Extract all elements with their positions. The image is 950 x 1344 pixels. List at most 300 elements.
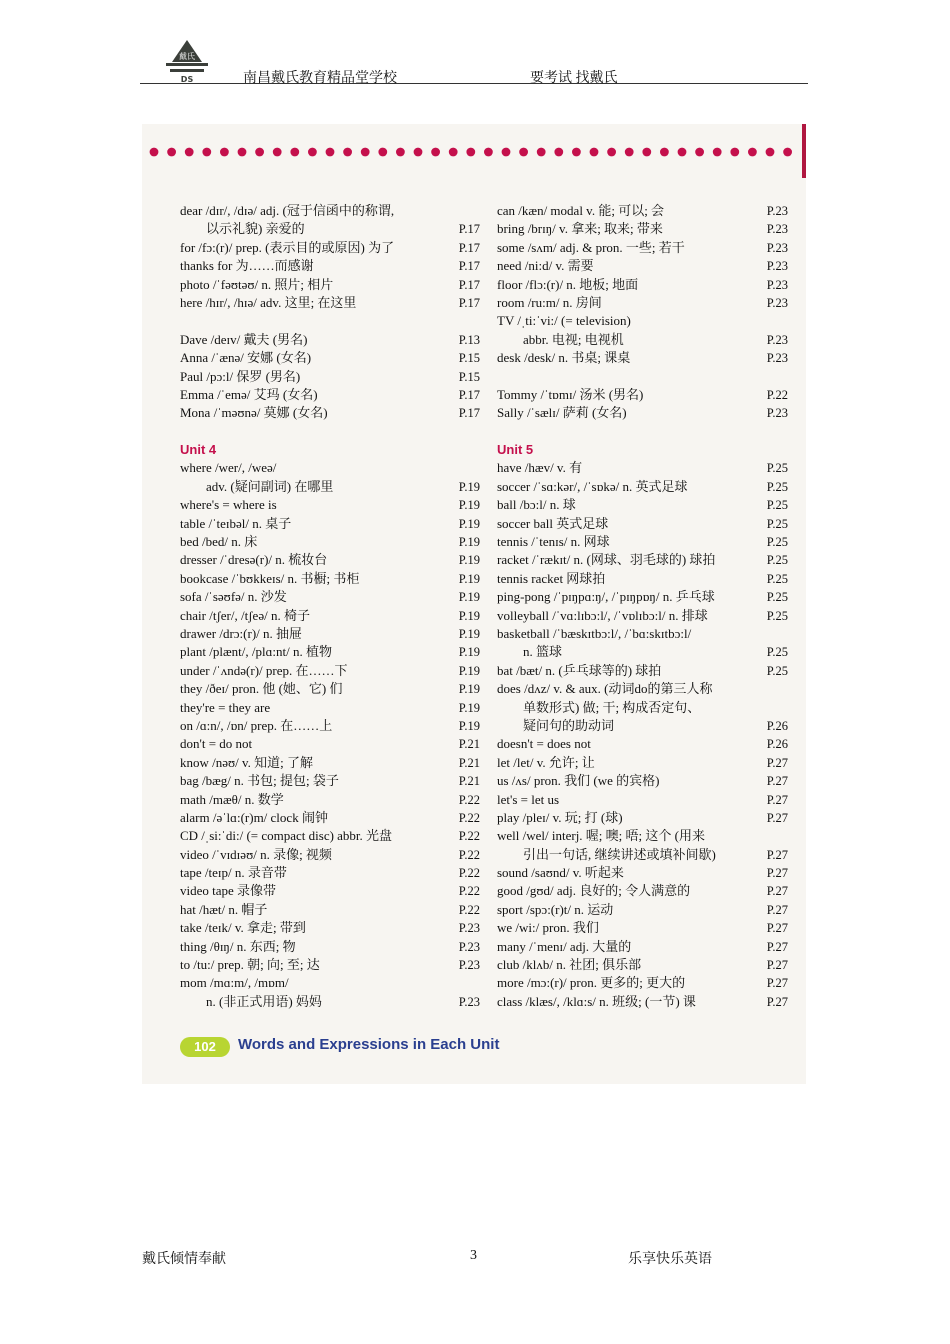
- entry-page: P.23: [766, 351, 788, 366]
- entry-page: P.13: [458, 332, 480, 347]
- decorative-dot: [695, 148, 704, 157]
- entry-text: Mona /ˈməʊnə/ 莫娜 (女名): [180, 405, 328, 421]
- entry-page: P.21: [458, 774, 480, 789]
- entry-text: doesn't = does not: [497, 736, 591, 752]
- entry-page: P.23: [458, 921, 480, 936]
- entry-page: P.27: [766, 755, 788, 770]
- page-number: 3: [470, 1248, 477, 1263]
- entry-page: P.19: [458, 590, 480, 605]
- entry-text: where's = where is: [180, 497, 277, 513]
- entry-text: some /sʌm/ adj. & pron. 一些; 若干: [497, 239, 685, 255]
- entry-page: P.21: [458, 737, 480, 752]
- entry-page: P.25: [766, 608, 788, 623]
- entry-text: to /tu:/ prep. 朝; 向; 至; 达: [180, 957, 320, 973]
- entry-page: P.19: [458, 516, 480, 531]
- vocab-entry: [180, 662, 480, 680]
- vocab-entry: [497, 956, 788, 974]
- school-logo: [162, 38, 212, 84]
- entry-text: does /dʌz/ v. & aux. (动词do的第三人称: [497, 681, 713, 697]
- entry-page: P.19: [458, 626, 480, 641]
- entry-text: play /pleɪ/ v. 玩; 打 (球): [497, 809, 623, 825]
- entry-text: room /ru:m/ n. 房间: [497, 294, 602, 310]
- vocab-entry: [497, 312, 788, 330]
- entry-page: P.27: [766, 958, 788, 973]
- entry-text: bat /bæt/ n. (乒乓球等的) 球拍: [497, 662, 662, 678]
- vocab-entry: [180, 846, 480, 864]
- textbook-scan: [142, 124, 806, 1084]
- entry-page: P.27: [766, 847, 788, 862]
- entry-page: P.23: [458, 958, 480, 973]
- header-rule: [140, 83, 808, 84]
- entry-text: thanks for 为……而感谢: [180, 258, 314, 274]
- entry-text: Unit 5: [497, 442, 534, 458]
- entry-text: TV /ˌti:ˈvi:/ (= television): [497, 313, 631, 329]
- vocab-entry: [497, 643, 788, 661]
- entry-text: thing /θɪŋ/ n. 东西; 物: [180, 938, 296, 954]
- entry-page: P.21: [458, 755, 480, 770]
- right-column: [497, 202, 788, 1011]
- vocab-entry: [180, 717, 480, 735]
- decorative-dot: [783, 148, 792, 157]
- entry-page: P.25: [766, 535, 788, 550]
- entry-text: video tape 录像带: [180, 883, 277, 899]
- vocab-entry: [180, 809, 480, 827]
- entry-text: abbr. 电视; 电视机: [523, 331, 624, 347]
- entry-page: P.25: [766, 479, 788, 494]
- entry-page: P.22: [458, 810, 480, 825]
- entry-page: P.22: [458, 829, 480, 844]
- decorative-dot: [396, 148, 405, 157]
- decorative-dot: [167, 148, 176, 157]
- entry-text: have /hæv/ v. 有: [497, 460, 583, 476]
- vocab-entry: [180, 956, 480, 974]
- decorative-dot: [238, 148, 247, 157]
- entry-page: P.27: [766, 921, 788, 936]
- vocab-entry: [497, 974, 788, 992]
- entry-page: P.17: [458, 387, 480, 402]
- decorative-dot: [607, 148, 616, 157]
- entry-text: CD /ˌsi:ˈdi:/ (= compact disc) abbr. 光盘: [180, 828, 393, 844]
- entry-text: where /wer/, /weə/: [180, 460, 277, 476]
- entry-text: table /ˈteɪbəl/ n. 桌子: [180, 515, 292, 531]
- vocab-entry: [180, 533, 480, 551]
- vocab-entry: [180, 202, 480, 220]
- entry-text: Tommy /ˈtɒmɪ/ 汤米 (男名): [497, 386, 644, 402]
- entry-text: they /ðeɪ/ pron. 他 (她、它) 们: [180, 681, 343, 697]
- vocab-entry: [497, 864, 788, 882]
- entry-page: P.25: [766, 645, 788, 660]
- entry-text: racket /ˈrækɪt/ n. (网球、羽毛球的) 球拍: [497, 552, 716, 568]
- vocab-entry: [180, 864, 480, 882]
- entry-text: photo /ˈfəʊtəʊ/ n. 照片; 相片: [180, 276, 334, 292]
- vocab-entry: [497, 496, 788, 514]
- entry-text: club /klʌb/ n. 社团; 俱乐部: [497, 957, 642, 973]
- decorative-dot: [484, 148, 493, 157]
- entry-text: let's = let us: [497, 791, 560, 807]
- entry-text: tennis /ˈtenɪs/ n. 网球: [497, 534, 610, 550]
- decorative-dot: [255, 148, 264, 157]
- vocab-entry: [180, 294, 480, 312]
- vocab-entry: [180, 772, 480, 790]
- entry-text: ball /bɔ:l/ n. 球: [497, 497, 576, 513]
- entry-text: video /ˈvɪdɪəʊ/ n. 录像; 视频: [180, 846, 332, 862]
- entry-page: P.25: [766, 461, 788, 476]
- entry-page: P.17: [458, 259, 480, 274]
- entry-page: P.25: [766, 571, 788, 586]
- decorative-dot: [308, 148, 317, 157]
- spacer: [497, 368, 788, 386]
- decorative-dot: [748, 148, 757, 157]
- entry-page: P.25: [766, 590, 788, 605]
- entry-text: dear /dɪr/, /dɪə/ adj. (冠于信函中的称谓,: [180, 203, 395, 218]
- entry-text: dresser /ˈdresə(r)/ n. 梳妆台: [180, 552, 328, 568]
- entry-text: 引出一句话, 继续讲述或填补间歇): [523, 846, 716, 862]
- entry-page: P.19: [458, 682, 480, 697]
- entry-page: P.27: [766, 902, 788, 917]
- logo-text: 戴氏: [179, 52, 195, 61]
- decorative-dot: [466, 148, 475, 157]
- logo-sub: DS: [180, 75, 194, 84]
- spacer: [180, 423, 480, 441]
- entry-page: P.23: [766, 332, 788, 347]
- entry-text: well /wel/ interj. 喔; 噢; 唔; 这个 (用来: [497, 828, 705, 844]
- entry-text: good /gʊd/ adj. 良好的; 令人满意的: [497, 883, 691, 899]
- entry-text: math /mæθ/ n. 数学: [180, 791, 284, 807]
- entry-text: 以示礼貌) 亲爱的: [206, 221, 305, 237]
- vocab-entry: [497, 607, 788, 625]
- entry-page: P.22: [458, 792, 480, 807]
- vocab-entry: [497, 404, 788, 422]
- entry-page: P.15: [458, 369, 480, 384]
- entry-page: P.19: [458, 571, 480, 586]
- vocab-entry: [180, 551, 480, 569]
- entry-page: P.22: [458, 902, 480, 917]
- vocab-entry: [497, 680, 788, 698]
- entry-page: P.23: [766, 240, 788, 255]
- entry-page: P.22: [458, 866, 480, 881]
- vocab-entry: [180, 827, 480, 845]
- entry-text: for /fɔ:(r)/ prep. (表示目的或原因) 为了: [180, 239, 395, 255]
- vocab-entry: [180, 404, 480, 422]
- decorative-dot: [572, 148, 581, 157]
- entry-page: P.17: [458, 277, 480, 292]
- entry-text: we /wi:/ pron. 我们: [497, 920, 599, 936]
- entry-text: don't = do not: [180, 736, 253, 752]
- entry-page: P.27: [766, 994, 788, 1009]
- decorative-dot: [273, 148, 282, 157]
- vocab-entry: [180, 478, 480, 496]
- entry-page: P.23: [766, 295, 788, 310]
- entry-text: volleyball /ˈvɑ:lɪbɔ:l/, /ˈvɒlɪbɔ:l/ n. 排球: [497, 607, 708, 623]
- entry-page: P.23: [766, 406, 788, 421]
- vocab-entry: [497, 515, 788, 533]
- entry-text: more /mɔ:(r)/ pron. 更多的; 更大的: [497, 975, 686, 991]
- vocab-entry: [180, 680, 480, 698]
- entry-page: P.17: [458, 406, 480, 421]
- vocab-entry: [497, 570, 788, 588]
- vocab-entry: [497, 809, 788, 827]
- entry-page: P.26: [766, 718, 788, 733]
- decorative-dot: [431, 148, 440, 157]
- vocab-entry: [497, 257, 788, 275]
- vocab-entry: [180, 607, 480, 625]
- entry-text: drawer /drɔ:(r)/ n. 抽屉: [180, 625, 303, 641]
- entry-text: desk /desk/ n. 书桌; 课桌: [497, 350, 631, 366]
- vocab-entry: [497, 717, 788, 735]
- entry-text: need /ni:d/ v. 需要: [497, 258, 594, 274]
- entry-text: ping-pong /ˈpɪŋpɑ:ŋ/, /ˈpɪŋpɒŋ/ n. 乒乓球: [497, 589, 715, 605]
- vocab-entry: [180, 496, 480, 514]
- entry-page: P.26: [766, 737, 788, 752]
- entry-text: they're = they are: [180, 699, 271, 715]
- decorative-dot: [326, 148, 335, 157]
- entry-page: P.23: [766, 204, 788, 218]
- entry-text: under /ˈʌndə(r)/ prep. 在……下: [180, 662, 348, 678]
- vocab-entry: [180, 331, 480, 349]
- entry-text: bring /brɪŋ/ v. 拿来; 取来; 带来: [497, 221, 663, 237]
- decorative-dot: [730, 148, 739, 157]
- decorative-dot: [554, 148, 563, 157]
- vocab-entry: [497, 294, 788, 312]
- vocab-entry: [497, 735, 788, 753]
- entry-page: P.23: [458, 994, 480, 1009]
- vocab-entry: [180, 643, 480, 661]
- entry-text: floor /flɔ:(r)/ n. 地板; 地面: [497, 276, 639, 292]
- entry-page: P.25: [766, 663, 788, 678]
- decorative-dot: [766, 148, 775, 157]
- red-edge-mark: [802, 124, 806, 178]
- footer-right: 乐享快乐英语: [628, 1252, 712, 1267]
- entry-text: Sally /ˈsælɪ/ 萨莉 (女名): [497, 405, 627, 421]
- vocab-entry: [180, 901, 480, 919]
- decorative-dot: [678, 148, 687, 157]
- vocab-entry: [497, 993, 788, 1011]
- vocab-entry: [180, 588, 480, 606]
- entry-page: P.19: [458, 645, 480, 660]
- entry-page: P.17: [458, 295, 480, 310]
- vocab-entry: [497, 827, 788, 845]
- entry-text: basketball /ˈbæskɪtbɔ:l/, /ˈbɑ:skɪtbɔ:l/: [497, 625, 692, 641]
- entry-page: P.27: [766, 866, 788, 881]
- entry-page: P.23: [766, 222, 788, 237]
- book-footer-title: Words and Expressions in Each Unit: [238, 1036, 500, 1053]
- entry-page: P.22: [458, 847, 480, 862]
- entry-page: P.19: [458, 718, 480, 733]
- entry-text: us /ʌs/ pron. 我们 (we 的宾格): [497, 773, 660, 789]
- vocab-entry: [180, 276, 480, 294]
- entry-text: plant /plænt/, /plɑ:nt/ n. 植物: [180, 644, 332, 660]
- left-column: [180, 202, 480, 1011]
- vocab-entry: [497, 202, 788, 220]
- vocab-entry: [180, 368, 480, 386]
- decorative-dot: [202, 148, 211, 157]
- page-header: [140, 36, 808, 86]
- decorative-dot: [185, 148, 194, 157]
- entry-text: sport /spɔ:(r)t/ n. 运动: [497, 901, 614, 917]
- decorative-dot: [660, 148, 669, 157]
- vocab-entry: [180, 974, 480, 992]
- vocab-entry: [497, 331, 788, 349]
- entry-text: n. (非正式用语) 妈妈: [206, 993, 322, 1009]
- entry-text: can /kæn/ modal v. 能; 可以; 会: [497, 203, 665, 218]
- entry-text: on /ɑ:n/, /ɒn/ prep. 在……上: [180, 717, 333, 733]
- spacer: [497, 423, 788, 441]
- entry-page: P.17: [458, 222, 480, 237]
- school-name: 南昌戴氏教育精品堂学校: [243, 71, 397, 86]
- unit-heading: [497, 441, 788, 459]
- unit-heading: [180, 441, 480, 459]
- dot-border: [142, 124, 806, 182]
- entry-page: P.25: [766, 553, 788, 568]
- entry-page: P.19: [458, 479, 480, 494]
- entry-page: P.22: [766, 387, 788, 402]
- entry-text: mom /mɑ:m/, /mɒm/: [180, 975, 289, 991]
- vocab-entry: [180, 220, 480, 238]
- vocab-entry: [180, 791, 480, 809]
- decorative-dot: [361, 148, 370, 157]
- vocab-entry: [180, 938, 480, 956]
- decorative-dot: [449, 148, 458, 157]
- entry-text: alarm /əˈlɑ:(r)m/ clock 闹钟: [180, 809, 328, 825]
- vocab-entry: [497, 662, 788, 680]
- vocab-entry: [497, 239, 788, 257]
- entry-page: P.23: [766, 277, 788, 292]
- vocab-entry: [497, 938, 788, 956]
- entry-text: sound /saʊnd/ v. 听起来: [497, 865, 624, 881]
- vocab-entry: [180, 349, 480, 367]
- vocab-entry: [180, 993, 480, 1011]
- entry-page: P.22: [458, 884, 480, 899]
- decorative-dot: [642, 148, 651, 157]
- vocab-entry: [497, 386, 788, 404]
- entry-page: P.27: [766, 810, 788, 825]
- slogan: 要考试 找戴氏: [530, 71, 618, 86]
- entry-text: 单数形式) 做; 干; 构成否定句、: [523, 699, 701, 715]
- decorative-dot: [537, 148, 546, 157]
- vocab-entry: [180, 515, 480, 533]
- vocab-entry: [497, 478, 788, 496]
- decorative-dot: [502, 148, 511, 157]
- decorative-dot: [414, 148, 423, 157]
- entry-text: 疑问句的助动词: [523, 717, 615, 733]
- entry-page: P.27: [766, 884, 788, 899]
- entry-page: P.23: [766, 259, 788, 274]
- entry-page: P.27: [766, 976, 788, 991]
- page-badge: 102: [180, 1037, 230, 1057]
- decorative-dot: [378, 148, 387, 157]
- vocab-entry: [180, 257, 480, 275]
- entry-page: P.27: [766, 774, 788, 789]
- entry-text: adv. (疑问副词) 在哪里: [206, 478, 334, 494]
- entry-page: P.19: [458, 535, 480, 550]
- entry-text: tennis racket 网球拍: [497, 570, 606, 586]
- vocab-entry: [497, 699, 788, 717]
- spacer: [180, 312, 480, 330]
- vocab-entry: [497, 919, 788, 937]
- entry-text: let /let/ v. 允许; 让: [497, 754, 595, 770]
- decorative-dot: [220, 148, 229, 157]
- vocab-entry: [180, 735, 480, 753]
- entry-page: P.19: [458, 700, 480, 715]
- decorative-dot: [519, 148, 528, 157]
- entry-text: many /ˈmenɪ/ adj. 大量的: [497, 938, 632, 954]
- entry-text: bookcase /ˈbʊkkeɪs/ n. 书橱; 书柜: [180, 570, 360, 586]
- entry-page: P.27: [766, 939, 788, 954]
- vocab-entry: [180, 754, 480, 772]
- vocab-entry: [497, 349, 788, 367]
- vocab-entry: [497, 846, 788, 864]
- vocab-entry: [497, 459, 788, 477]
- entry-text: hat /hæt/ n. 帽子: [180, 901, 268, 917]
- vocab-entry: [180, 570, 480, 588]
- decorative-dot: [713, 148, 722, 157]
- vocab-entry: [497, 533, 788, 551]
- entry-page: P.17: [458, 240, 480, 255]
- vocab-entry: [497, 791, 788, 809]
- vocab-entry: [180, 625, 480, 643]
- entry-text: bed /bed/ n. 床: [180, 534, 258, 550]
- entry-text: soccer /ˈsɑ:kər/, /ˈsɒkə/ n. 英式足球: [497, 478, 688, 494]
- entry-text: know /nəʊ/ v. 知道; 了解: [180, 754, 314, 770]
- footer-left: 戴氏倾情奉献: [142, 1252, 226, 1267]
- vocab-entry: [497, 276, 788, 294]
- entry-text: Dave /deɪv/ 戴夫 (男名): [180, 331, 308, 347]
- entry-page: P.19: [458, 553, 480, 568]
- entry-text: tape /teɪp/ n. 录音带: [180, 865, 287, 881]
- vocab-entry: [497, 625, 788, 643]
- entry-page: P.23: [458, 939, 480, 954]
- entry-text: n. 篮球: [523, 644, 563, 660]
- entry-text: Emma /ˈemə/ 艾玛 (女名): [180, 386, 318, 402]
- decorative-dot: [590, 148, 599, 157]
- entry-page: P.19: [458, 608, 480, 623]
- entry-page: P.25: [766, 516, 788, 531]
- entry-text: here /hɪr/, /hɪə/ adv. 这里; 在这里: [180, 294, 357, 310]
- entry-text: class /klæs/, /klɑ:s/ n. 班级; (一节) 课: [497, 993, 696, 1009]
- vocab-entry: [180, 239, 480, 257]
- entry-text: chair /tʃer/, /tʃeə/ n. 椅子: [180, 607, 310, 623]
- entry-page: P.15: [458, 351, 480, 366]
- vocab-entry: [180, 386, 480, 404]
- vocab-entry: [497, 772, 788, 790]
- vocab-entry: [180, 882, 480, 900]
- vocab-entry: [497, 901, 788, 919]
- entry-text: Paul /pɔ:l/ 保罗 (男名): [180, 368, 301, 384]
- entry-text: bag /bæg/ n. 书包; 提包; 袋子: [180, 773, 339, 789]
- decorative-dot: [290, 148, 299, 157]
- entry-page: P.19: [458, 498, 480, 513]
- vocab-entry: [497, 551, 788, 569]
- entry-page: P.19: [458, 663, 480, 678]
- vocab-entry: [180, 459, 480, 477]
- decorative-dot: [150, 148, 159, 157]
- entry-text: Unit 4: [180, 442, 217, 458]
- entry-text: sofa /ˈsəʊfə/ n. 沙发: [180, 589, 287, 605]
- vocab-entry: [180, 699, 480, 717]
- vocab-entry: [497, 754, 788, 772]
- vocab-entry: [497, 220, 788, 238]
- entry-page: P.25: [766, 498, 788, 513]
- decorative-dot: [625, 148, 634, 157]
- entry-text: soccer ball 英式足球: [497, 515, 609, 531]
- vocab-entry: [497, 588, 788, 606]
- vocab-entry: [497, 882, 788, 900]
- decorative-dot: [343, 148, 352, 157]
- entry-text: take /teɪk/ v. 拿走; 带到: [180, 920, 306, 936]
- entry-page: P.27: [766, 792, 788, 807]
- entry-text: Anna /ˈænə/ 安娜 (女名): [180, 350, 312, 366]
- vocab-entry: [180, 919, 480, 937]
